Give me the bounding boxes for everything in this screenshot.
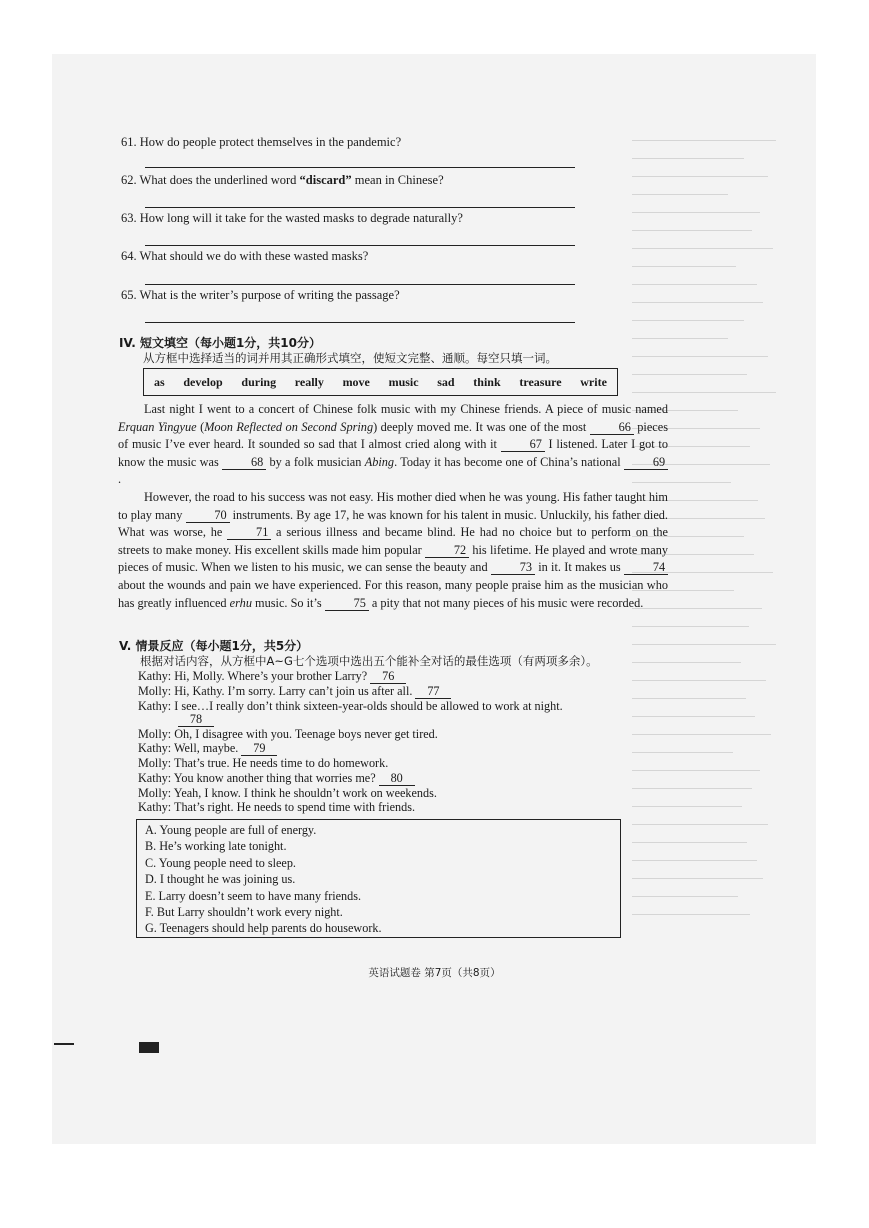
passage-text: his lifetime. He played and wrote many pieces of music. When we listen to his music, we can sense the beauty and bbox=[118, 542, 668, 575]
dialogue-line: Molly: That’s true. He needs time to do homework. bbox=[138, 756, 389, 770]
dialogue-line bbox=[138, 741, 277, 756]
option-a: A. Young people are full of energy. bbox=[145, 823, 317, 837]
blank-71[interactable]: 71 bbox=[227, 526, 271, 540]
word-bank-item: think bbox=[473, 374, 501, 389]
passage-text: Last night I went to a concert of Chinese folk music with my Chinese friends. A piece of music named bbox=[144, 402, 668, 416]
option-b: B. He’s working late tonight. bbox=[145, 839, 287, 854]
dialogue-line: Molly: Yeah, I know. I think he shouldn’t work on weekends. bbox=[138, 786, 437, 800]
section-4-instruction: 从方框中选择适当的词并用其正确形式填空，使短文完整、通顺。每空只填一词。 bbox=[143, 351, 557, 365]
passage-text: pieces of music I’ve ever heard. It sounded so sad that I almost cried along with it bbox=[118, 419, 668, 452]
word-bank-item: write bbox=[580, 374, 607, 389]
blank-70[interactable]: 70 bbox=[186, 509, 230, 523]
music-title: Erquan Yingyue bbox=[118, 419, 197, 434]
word-bank-item: really bbox=[294, 374, 324, 389]
option-f: F. But Larry shouldn’t work every night. bbox=[145, 905, 343, 920]
word-bank-item: move bbox=[342, 374, 370, 389]
word-bank-item: treasure bbox=[519, 374, 562, 389]
answer-line-63[interactable] bbox=[145, 245, 575, 246]
word-bank-item: as bbox=[154, 374, 165, 389]
passage-text: . bbox=[118, 472, 122, 487]
word-bank-item: sad bbox=[437, 374, 455, 389]
instrument-name: erhu bbox=[229, 595, 252, 610]
options-box bbox=[136, 819, 621, 938]
option-g: G. Teenagers should help parents do housework. bbox=[145, 921, 382, 936]
blank-77[interactable]: 77 bbox=[415, 685, 451, 699]
word-bank-item: music bbox=[388, 374, 419, 389]
passage-text: about the wounds and pain we have experienced. For this reason, many people praise him as the musician who has greatly influenced bbox=[118, 577, 668, 610]
dialogue-text: Kathy: Hi, Molly. Where’s your brother Larry? bbox=[138, 669, 371, 683]
option-e: E. Larry doesn’t seem to have many friends. bbox=[145, 888, 362, 903]
option-d: D. I thought he was joining us. bbox=[145, 872, 296, 887]
question-62-pre: 62. What does the underlined word bbox=[121, 173, 300, 187]
blank-72[interactable]: 72 bbox=[425, 544, 469, 558]
blank-75[interactable]: 75 bbox=[325, 597, 369, 611]
answer-line-61[interactable] bbox=[145, 167, 575, 168]
blank-69[interactable]: 69 bbox=[624, 456, 668, 470]
answer-line-64[interactable] bbox=[145, 284, 575, 285]
passage-paragraph-1 bbox=[118, 401, 668, 489]
question-62-keyword: “discard” bbox=[299, 173, 352, 187]
passage-text: I listened. Later I got to know the music was bbox=[118, 437, 668, 469]
dialogue-line: Kathy: That’s right. He needs to spend time with friends. bbox=[138, 800, 415, 814]
blank-74[interactable]: 74 bbox=[624, 561, 668, 575]
passage-text: by a folk musician bbox=[266, 454, 365, 469]
section-4-title: IV. 短文填空（每小题1分，共10分） bbox=[119, 336, 321, 350]
passage bbox=[118, 401, 668, 612]
blank-67[interactable]: 67 bbox=[501, 438, 545, 452]
question-61: 61. How do people protect themselves in the pandemic? bbox=[121, 135, 402, 149]
question-65: 65. What is the writer’s purpose of writing the passage? bbox=[121, 288, 400, 302]
musician-name: Abing bbox=[364, 454, 395, 469]
passage-text: ) deeply moved me. It was one of the most bbox=[373, 419, 590, 434]
passage-text: However, the road to his success was not easy. His mother died when he was young. His father taught him to play many bbox=[118, 489, 668, 522]
passage-text: in it. It makes us bbox=[534, 560, 625, 575]
music-title-english: Moon Reflected on Second Spring bbox=[204, 419, 374, 434]
dialogue-line bbox=[138, 771, 415, 786]
dialogue-line bbox=[138, 684, 451, 699]
option-c: C. Young people need to sleep. bbox=[145, 855, 296, 870]
word-bank-item: develop bbox=[183, 374, 223, 389]
dialogue-line: Molly: Oh, I disagree with you. Teenage boys never get tired. bbox=[138, 727, 438, 741]
word-bank bbox=[143, 368, 618, 396]
dialogue-text: Molly: Hi, Kathy. I’m sorry. Larry can’t join us after all. bbox=[138, 684, 416, 698]
blank-78[interactable]: 78 bbox=[178, 713, 214, 727]
passage-paragraph-2 bbox=[118, 489, 668, 612]
blank-80[interactable]: 80 bbox=[379, 772, 415, 786]
question-63: 63. How long will it take for the wasted masks to degrade naturally? bbox=[121, 211, 463, 225]
dialogue-text: Kathy: You know another thing that worries me? bbox=[138, 771, 379, 785]
passage-text: instruments. By age 17, he was known for his talent in music. Unluckily, his father died. What was worse, he bbox=[118, 507, 669, 540]
word-bank-item: during bbox=[241, 374, 277, 389]
question-62 bbox=[121, 173, 444, 188]
answer-line-62[interactable] bbox=[145, 207, 575, 208]
blank-78-wrapper bbox=[178, 712, 214, 727]
passage-text: . Today it has become one of China’s national bbox=[394, 454, 624, 469]
blank-68[interactable]: 68 bbox=[222, 456, 266, 470]
blank-79[interactable]: 79 bbox=[241, 742, 277, 756]
question-62-post: mean in Chinese? bbox=[351, 173, 444, 187]
passage-text: a pity that not many pieces of his music were recorded. bbox=[368, 595, 644, 610]
dialogue-text: Kathy: Well, maybe. bbox=[138, 741, 242, 755]
answer-line-65[interactable] bbox=[145, 322, 575, 323]
blank-73[interactable]: 73 bbox=[491, 561, 535, 575]
section-5-title: V. 情景反应（每小题1分，共5分） bbox=[119, 639, 309, 653]
section-5-instruction: 根据对话内容，从方框中A~G七个选项中选出五个能补全对话的最佳选项（有两项多余）。 bbox=[140, 654, 598, 668]
dialogue-line bbox=[138, 669, 406, 684]
blank-76[interactable]: 76 bbox=[370, 670, 406, 684]
passage-text: ( bbox=[196, 419, 205, 434]
blank-66[interactable]: 66 bbox=[590, 421, 634, 435]
scan-mark-block bbox=[139, 1042, 159, 1053]
page-footer: 英语试题卷 第7页（共8页） bbox=[368, 967, 501, 979]
passage-text: music. So it’s bbox=[251, 595, 325, 610]
question-64: 64. What should we do with these wasted masks? bbox=[121, 249, 369, 263]
scan-mark-dash bbox=[54, 1043, 74, 1045]
dialogue-line: Kathy: I see…I really don’t think sixteen-year-olds should be allowed to work at night. bbox=[138, 699, 563, 713]
passage-text: a serious illness and became blind. He had no choice but to perform on the streets to make money. His excellent skills made him popular bbox=[118, 525, 668, 557]
